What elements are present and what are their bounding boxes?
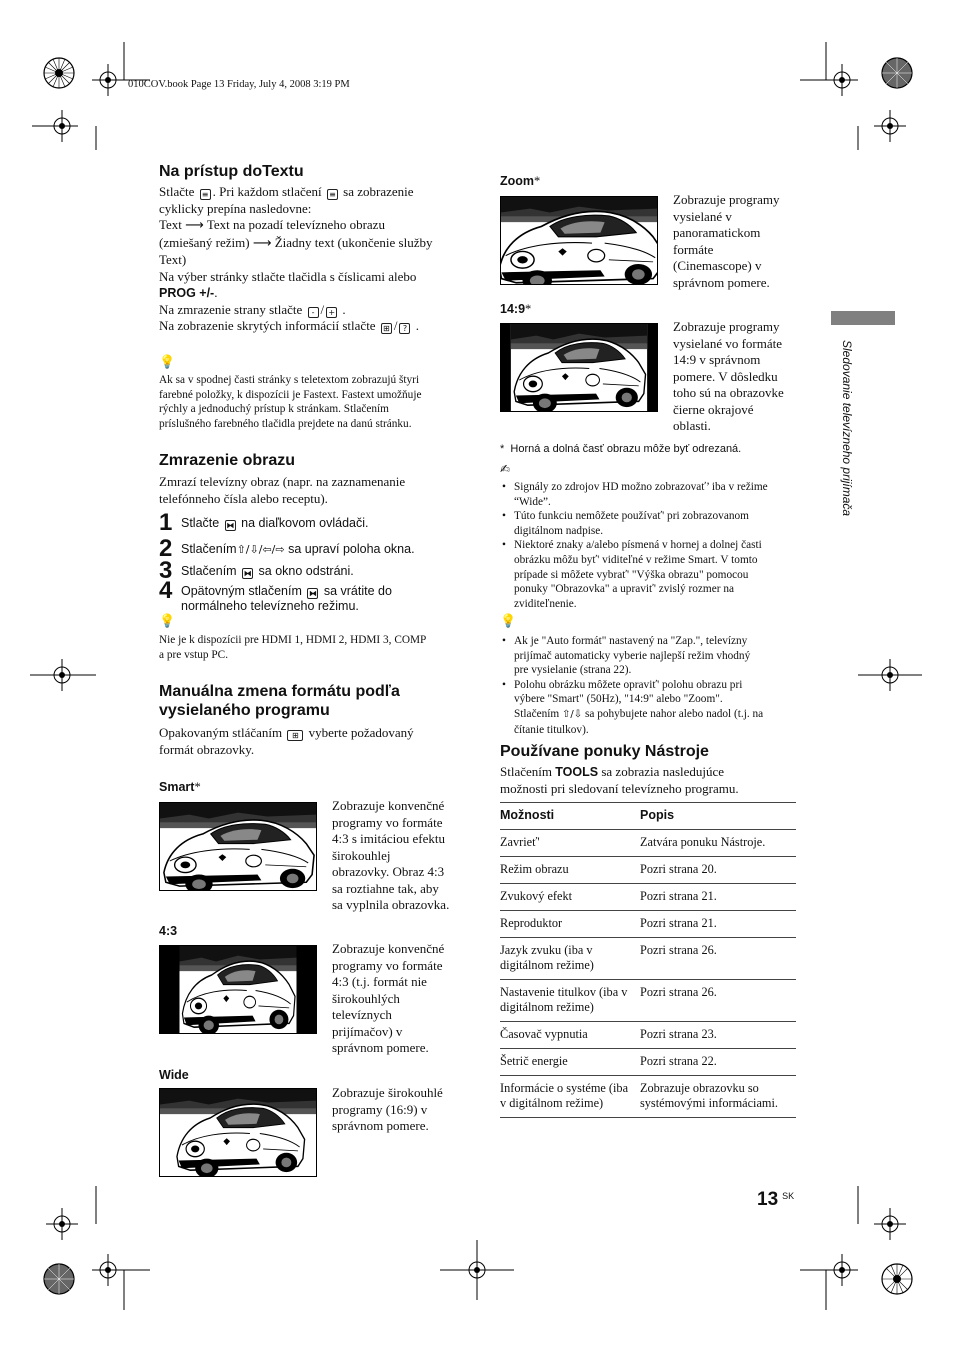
hold-icon: - xyxy=(308,307,319,318)
notes-list: • Signály zo zdrojov HD možno zobrazovať’ iba v režime “Wide”. • Túto funkciu nemôžete používať' pri zobrazovanom digitálnom nadpise. • Niektoré znaky a/alebo písmená v hornej a dolnej časti obrázku môžu byť' viditeľné v režime Smart. V tomto prípade si môžete vybrať' "Výška obrazu" pomocou ponuky "Obrazovka" a upraviť' zvislý rozmer na zviditeľnenie. xyxy=(500,480,800,611)
freeze-button-icon: ⧓ xyxy=(308,589,317,598)
freeze-heading: Zmrazenie obrazu xyxy=(159,452,296,469)
arrow-right-icon: ⟶ xyxy=(252,235,272,251)
wide-format-desc: Zobrazuje širokouhlé programy (16:9) v správnom pomere. xyxy=(332,1085,443,1133)
footnote: * Horná a dolná časť obrazu môže byť odrezaná. xyxy=(500,443,742,455)
format-14-9-desc: Zobrazuje programy vysielané vo formáte 14:9 v správnom pomere. V dôsledku toho sú na obrazovke čierne okrajové oblasti. xyxy=(673,319,784,433)
teletext-icon: ≡ xyxy=(200,189,211,200)
manual-format-intro: Opakovaným stláčaním ⊞ vyberte požadovaný formát obrazovky. xyxy=(159,725,414,757)
step-number: 3 xyxy=(159,557,173,584)
tips-list: • Ak je "Auto formát" nastavený na "Zap.", televízny prijímač automaticky vyberie najlepší režim vhodný pre vysielanie (strana 22). • Polohu obrázku môžete opraviť' polohu obrazu pri výbere "Smart" (50Hz), "14:9" alebo "Zoom". Stlačením ⇧/⇩ sa pohybujete nahor alebo nadol (t.j. na čítanie titulkov). xyxy=(500,634,800,737)
freeze-intro: Zmrazí televízny obraz (napr. na zaznamenanie telefónneho čísla alebo receptu). xyxy=(159,474,406,506)
up-down-arrows-icon: ⇧/⇩ xyxy=(562,708,583,720)
smart-format-image xyxy=(159,802,317,891)
question-icon: ? xyxy=(399,323,410,334)
step-text: Stlačením⇧/⇩/⇦/⇨ sa upraví poloha okna. xyxy=(181,542,415,556)
table-row: Zavrieť' Zatvára ponuku Nástroje. xyxy=(500,830,796,857)
tools-table xyxy=(500,802,796,1118)
format-label-zoom: Zoom* xyxy=(500,174,541,188)
teletext-icon: ≡ xyxy=(327,189,338,200)
note-pencil-icon: ✍ xyxy=(500,462,511,476)
step-text: Stlačením ⧓ sa okno odstráni. xyxy=(181,564,354,578)
format-label-4-3: 4:3 xyxy=(159,924,178,938)
table-header-row: Možnosti Popis xyxy=(500,803,796,830)
page-number: 13 $^{SK}$ xyxy=(757,1189,795,1210)
freeze-button-icon: ⧓ xyxy=(243,569,252,578)
table-row: Nastavenie titulkov (iba v digitálnom režime) Pozri strana 26. xyxy=(500,980,796,1022)
freeze-button-icon: ⧓ xyxy=(226,521,235,530)
step-text: Opätovným stlačením ⧓ sa vrátite do normálneho televízneho režimu. xyxy=(181,584,392,613)
table-row: Zvukový efekt Pozri strana 21. xyxy=(500,884,796,911)
wide-format-image xyxy=(159,1088,317,1177)
step-text: Stlačte ⧓ na diaľkovom ovládači. xyxy=(181,516,369,530)
format-label-wide: Wide xyxy=(159,1068,189,1082)
tools-heading: Používane ponuky Nástroje xyxy=(500,743,709,760)
freeze-icon: + xyxy=(326,307,337,318)
text-access-body: Stlačte ≡ . Pri každom stlačení ≡ sa zobrazenie cyklicky prepína nasledovne: Text ⟶ Text na pozadí televízneho obrazu (zmiešaný režim) ⟶ Žiadny text (ukončenie služby Text) Na výber stránky stlačte tlačidla s číslicami alebo PROG +/-. Na zmrazenie strany stlačte - / + . Na zobrazenie skrytých informácií stlačte ⊞ / ? . xyxy=(159,184,433,333)
manual-format-heading: Manuálna zmena formátu podľa vysielaného programu xyxy=(159,683,400,719)
smart-format-desc: Zobrazuje konvenčné programy vo formáte 4:3 s imitáciou efektu širokouhlej obrazovky. Obraz 4:3 sa roztiahne tak, aby sa vyplnila obrazovka. xyxy=(332,798,450,912)
step-number: 2 xyxy=(159,535,173,562)
table-row: Časovač vypnutia Pozri strana 23. xyxy=(500,1022,796,1049)
table-row: Jazyk zvuku (iba v digitálnom režime) Pozri strana 26. xyxy=(500,938,796,980)
format-label-14-9: 14:9* xyxy=(500,302,532,316)
step-number: 4 xyxy=(159,577,173,604)
table-row: Režim obrazu Pozri strana 20. xyxy=(500,857,796,884)
format-14-9-image xyxy=(500,323,658,412)
format-4-3-desc: Zobrazuje konvenčné programy vo formáte 4:3 (t.j. formát nie širokouhlých televíznych prijímačov) v správnom pomere. xyxy=(332,941,445,1055)
zoom-format-desc: Zobrazuje programy vysielané v panoramatickom formáte (Cinemascope) v správnom pomere. xyxy=(673,192,780,290)
table-row: Šetrič energie Pozri strana 22. xyxy=(500,1049,796,1076)
file-info: 010COV.book Page 13 Friday, July 4, 2008 3:19 PM xyxy=(128,79,350,90)
arrow-right-icon: ⟶ xyxy=(185,218,204,233)
wide-mode-icon: ⊞ xyxy=(287,730,303,741)
freeze-tip: Nie je k dispozícii pre HDMI 1, HDMI 2, HDMI 3, COMP a pre vstup PC. xyxy=(159,634,427,661)
step-number: 1 xyxy=(159,509,173,536)
table-row: Reproduktor Pozri strana 21. xyxy=(500,911,796,938)
side-tab-bar xyxy=(831,311,895,325)
direction-arrows-icon: ⇧/⇩/⇦/⇨ xyxy=(236,543,285,556)
format-4-3-image xyxy=(159,945,317,1034)
fastext-tip: Ak sa v spodnej časti stránky s teletextom zobrazujú štyri farebné položky, k dispozícii je Fastext. Fastext umožňuje rýchly a jednoduchý prístup k stránkam. Stlačením príslušného farebného tlačidla prejdete na danú stránku. xyxy=(159,374,422,430)
format-label-smart: Smart* xyxy=(159,780,201,794)
reveal-icon: ⊞ xyxy=(381,323,392,334)
tip-icon: 💡 xyxy=(159,614,176,629)
text-access-heading: Na prístup doTextu xyxy=(159,163,304,180)
tools-intro: Stlačením TOOLS sa zobrazia nasledujúce možnosti pri sledovaní televízneho programu. xyxy=(500,764,739,796)
table-row: Informácie o systéme (iba v digitálnom režime) Zobrazuje obrazovku so systémovými informáciami. xyxy=(500,1076,796,1118)
tip-icon: 💡 xyxy=(159,355,176,370)
tip-icon: 💡 xyxy=(500,614,517,629)
side-tab-label: Sledovanie televízneho prijímača xyxy=(840,340,854,517)
zoom-format-image xyxy=(500,196,658,285)
